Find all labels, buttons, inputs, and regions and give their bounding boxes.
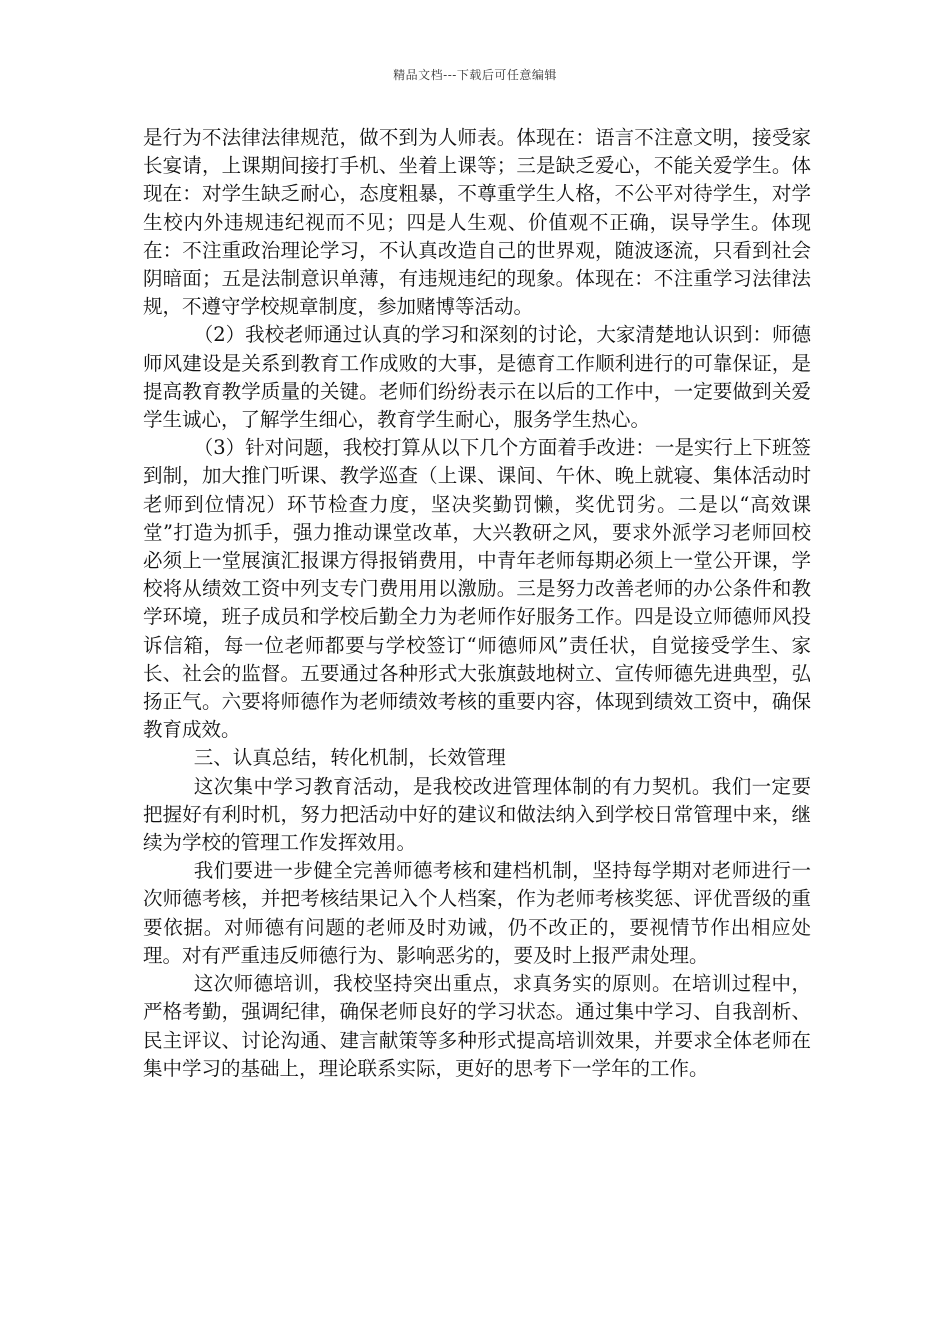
section-heading-3: 三、认真总结，转化机制，长效管理 bbox=[193, 746, 506, 770]
document-body bbox=[143, 124, 811, 1083]
paragraph-item-3: （3）针对问题，我校打算从以下几个方面着手改进：一是实行上下班签到制，加大推门听课、教学巡查（上课、课间、午休、晚上就寝、集体活动时老师到位情况）环节检查力度，坚决奖勤罚懒，奖优罚劣。二是以“高效课堂”打造为抓手，强力推动课堂改革，大兴教研之风，要求外派学习老师回校必须上一堂展演汇报课方得报销费用，中青年老师每期必须上一堂公开课，学校将从绩效工资中列支专门费用用以激励。三是努力改善老师的办公条件和教学环境，班子成员和学校后勤全力为老师作好服务工作。四是设立师德师风投诉信箱，每一位老师都要与学校签订“师德师风”责任状，自觉接受学生、家长、社会的监督。五要通过各种形式大张旗鼓地树立、宣传师德先进典型，弘扬正气。六要将师德作为老师绩效考核的重要内容，体现到绩效工资中，确保教育成效。 bbox=[143, 436, 811, 742]
paragraph-summary-2: 我们要进一步健全完善师德考核和建档机制，坚持每学期对老师进行一次师德考核，并把考核结果记入个人档案，作为老师考核奖惩、评优晋级的重要依据。对师德有问题的老师及时劝诫，仍不改正的，要视情节作出相应处理。对有严重违反师德行为、影响恶劣的，要及时上报严肃处理。 bbox=[143, 859, 811, 967]
paragraph-item-2: （2）我校老师通过认真的学习和深刻的讨论，大家清楚地认识到：师德师风建设是关系到教育工作成败的大事，是德育工作顺利进行的可靠保证，是提高教育教学质量的关键。老师们纷纷表示在以后的工作中，一定要做到关爱学生诚心，了解学生细心，教育学生耐心，服务学生热心。 bbox=[143, 323, 811, 432]
page-header: 精品文档---下载后可任意编辑 bbox=[393, 68, 557, 82]
paragraph-summary-3: 这次师德培训，我校坚持突出重点，求真务实的原则。在培训过程中，严格考勤，强调纪律，确保老师良好的学习状态。通过集中学习、自我剖析、民主评议、讨论沟通、建言献策等多种形式提高培训效果，并要求全体老师在集中学习的基础上，理论联系实际，更好的思考下一学年的工作。 bbox=[143, 972, 811, 1080]
paragraph-summary-1: 这次集中学习教育活动，是我校改进管理体制的有力契机。我们一定要把握好有利时机，努力把活动中好的建议和做法纳入到学校日常管理中来，继续为学校的管理工作发挥效用。 bbox=[143, 774, 811, 855]
paragraph-continuation: 是行为不法律法律规范，做不到为人师表。体现在：语言不注意文明，接受家长宴请，上课期间接打手机、坐着上课等；三是缺乏爱心，不能关爱学生。体现在：对学生缺乏耐心，态度粗暴，不尊重学生人格，不公平对待学生，对学生校内外违规违纪视而不见；四是人生观、价值观不正确，误导学生。体现在：不注重政治理论学习，不认真改造自己的世界观，随波逐流，只看到社会阴暗面；五是法制意识单薄，有违规违纪的现象。体现在：不注重学习法律法规，不遵守学校规章制度，参加赌博等活动。 bbox=[143, 126, 811, 319]
